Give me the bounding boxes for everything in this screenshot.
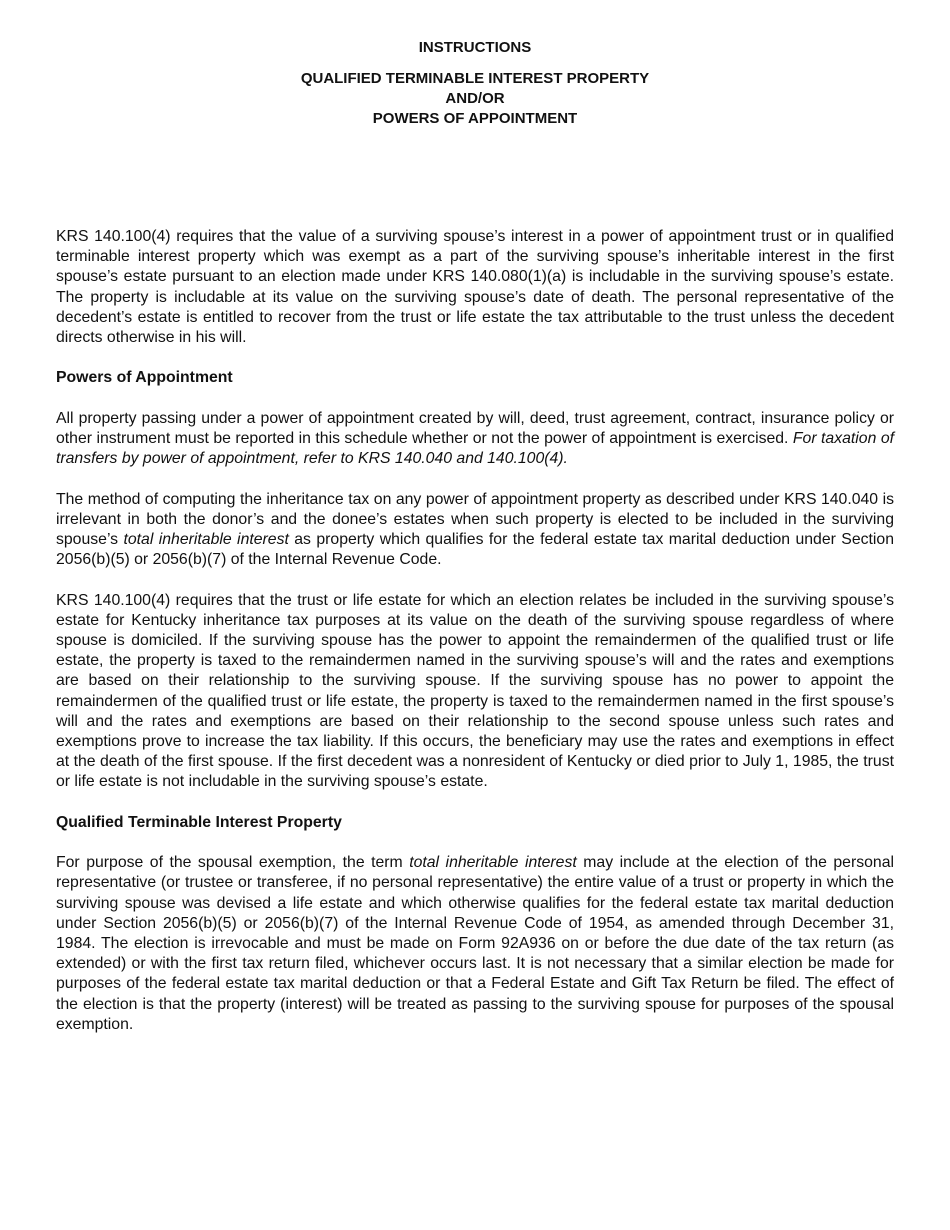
powers-paragraph-2 bbox=[56, 490, 894, 571]
qtip-paragraph-1 bbox=[56, 853, 894, 1035]
qtip-p1-after: may include at the election of the personal representative (or trustee or transferee, if no personal representative) the entire value of a trust or property in which the surviving spouse was devised a life estate and which otherwise qualifies for the federal estate tax marital deduction under Section 2056(b)(5) or 2056(b)(7) of the Internal Revenue Code of 1954, as amended through December 31, 1984. The election is irrevocable and must be made on Form 92A936 on or before the due date of the tax return (as extended) or with the first tax return filed, whichever occurs last. It is not necessary that a similar election be made for purposes of the federal estate tax marital deduction or that a Federal Estate and Gift Tax Return be filed. The effect of the election is that the property (interest) will be treated as passing to the surviving spouse for purposes of the spousal exemption. bbox=[56, 854, 894, 1033]
qtip-heading: Qualified Terminable Interest Property bbox=[56, 813, 342, 831]
page-subtitle-line-2: AND/OR bbox=[445, 90, 505, 107]
powers-p2-italic: total inheritable interest bbox=[123, 531, 289, 548]
powers-paragraph-1 bbox=[56, 409, 894, 470]
powers-p2-after: as property which qualifies for the federal estate tax marital deduction under Section 2056(b)(5) or 2056(b)(7) of the Internal Revenue Code. bbox=[56, 531, 894, 569]
qtip-p1-italic: total inheritable interest bbox=[409, 854, 577, 872]
powers-p1-text: All property passing under a power of appointment created by will, deed, trust agreement, contract, insurance policy or other instrument must be reported in this schedule whether or not the power of appointment is exercised. bbox=[56, 409, 894, 447]
powers-paragraph-3: KRS 140.100(4) requires that the trust or life estate for which an election relates be included in the surviving spouse’s estate for Kentucky inheritance tax purposes at its value on the death of the surviving spouse regardless of where spouse is domiciled. If the surviving spouse has the power to appoint the remaindermen of the qualified trust or life estate, the property is taxed to the remaindermen named in the surviving spouse’s will and the rates and exemptions are based on their relationship to the surviving spouse. If the surviving spouse has no power to appoint the remaindermen of the qualified trust or life estate, the property is taxed to the remaindermen named in the first spouse’s will and the rates and exemptions are based on their relationship to the second spouse unless such rates and exemptions prove to increase the tax liability. If this occurs, the beneficiary may use the rates and exemptions in effect at the death of the first spouse. If the first decedent was a nonresident of Kentucky or died prior to July 1, 1985, the trust or life estate is not includable in the surviving spouse’s estate. bbox=[56, 591, 894, 791]
page-subtitle-line-1: QUALIFIED TERMINABLE INTEREST PROPERTY bbox=[300, 70, 650, 87]
intro-paragraph: KRS 140.100(4) requires that the value of a surviving spouse’s interest in a power of appointment trust or in qualified terminable interest property which was exempt as a part of the surviving spouse’s inheritable interest in the first spouse’s estate pursuant to an election made under KRS 140.080(1)(a) is includable in the surviving spouse’s estate. The property is includable at its value on the surviving spouse’s date of death. The personal representative of the decedent’s estate is entitled to recover from the trust or life estate the tax attributable to the trust unless the decedent directs otherwise in his will. bbox=[56, 228, 894, 347]
powers-p1-italic: For taxation of transfers by power of appointment, refer to KRS 140.040 and 140.100(4). bbox=[56, 430, 894, 468]
powers-of-appointment-heading: Powers of Appointment bbox=[56, 369, 233, 387]
page-subtitle-line-3: POWERS OF APPOINTMENT bbox=[372, 110, 578, 127]
qtip-p1-before: For purpose of the spousal exemption, the term bbox=[56, 854, 410, 872]
document-header bbox=[0, 38, 950, 129]
powers-p2-before: The method of computing the inheritance tax on any power of appointment property as described under KRS 140.040 is irrelevant in both the donor’s and the donee’s estates when such property is elected to be included in the surviving spouse’s bbox=[56, 490, 894, 548]
document-body bbox=[56, 227, 894, 1055]
page-title: INSTRUCTIONS bbox=[418, 39, 532, 56]
